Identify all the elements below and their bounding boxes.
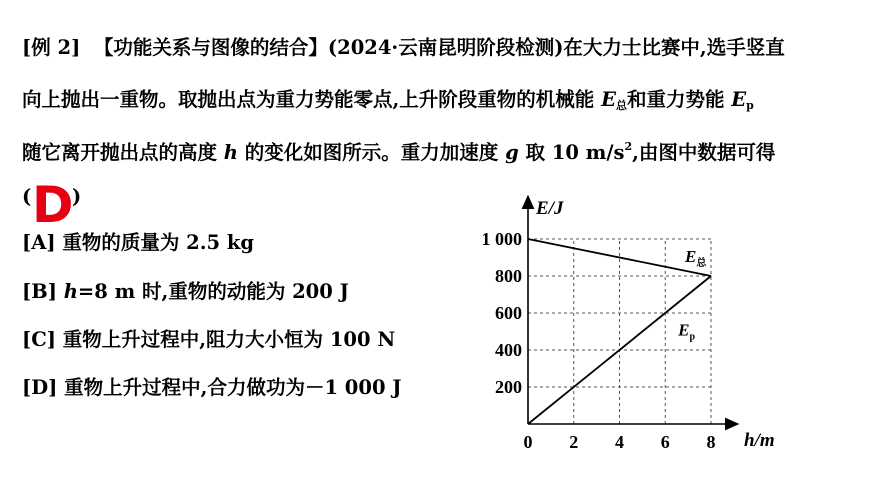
y-tick-label: 800 <box>495 266 522 286</box>
answer-close-paren: ) <box>72 185 82 208</box>
question-text-3d: ,由图中数据可得 <box>632 141 776 164</box>
option-a-text: 重物的质量为 2.5 kg <box>55 231 255 254</box>
y-tick-label: 1 000 <box>481 229 522 249</box>
x-tick-label: 8 <box>706 432 716 452</box>
series-label-ep: $E_p$ <box>678 320 696 343</box>
question-text-3b: 的变化如图所示。重力加速度 <box>237 141 506 164</box>
answer-open-paren: ( <box>22 185 32 208</box>
symbol-ep: E <box>731 88 747 111</box>
unit-exponent: 2 <box>624 140 633 153</box>
option-d-label: [D] <box>22 376 58 399</box>
y-tick-label: 600 <box>495 303 522 323</box>
option-b-label: [B] <box>22 280 57 303</box>
question-text-1: 在大力士比赛中,选手竖直 <box>563 36 785 59</box>
series-line-ep <box>528 276 711 424</box>
question-source: (2024·云南昆明阶段检测) <box>327 36 564 59</box>
symbol-g: g <box>505 141 519 164</box>
option-d-text: 重物上升过程中,合力做功为－1 000 J <box>57 376 402 399</box>
option-c-label: [C] <box>22 328 56 351</box>
option-b-text: =8 m 时,重物的动能为 200 J <box>77 280 349 303</box>
option-b-symbol-h: h <box>63 280 78 303</box>
symbol-e-total-sub: 总 <box>615 99 627 112</box>
option-c-text: 重物上升过程中,阻力大小恒为 100 N <box>55 328 396 351</box>
question-tag: [例 2] <box>22 36 81 59</box>
question-text-3c: 取 10 m/s <box>518 141 625 164</box>
y-tick-label: 400 <box>495 340 522 360</box>
y-tick-label: 200 <box>495 377 522 397</box>
series-line-e-total <box>528 239 711 276</box>
symbol-e-total: E <box>601 88 616 111</box>
option-a-label: [A] <box>22 231 56 254</box>
symbol-ep-sub: p <box>746 99 754 112</box>
question-text-2a: 向上抛出一重物。取抛出点为重力势能零点,上升阶段重物的机械能 <box>22 88 602 111</box>
x-tick-label: 4 <box>615 432 624 452</box>
x-tick-label: 0 <box>523 432 533 452</box>
series-label-e-total: $E_总$ <box>685 247 707 269</box>
question-text-3a: 随它离开抛出点的高度 <box>22 141 224 164</box>
x-axis-label: h/m <box>744 430 775 451</box>
answer-letter: D <box>32 176 74 234</box>
question-topic: 【功能关系与图像的结合】 <box>93 36 328 59</box>
x-tick-label: 2 <box>569 432 579 452</box>
question-text-2b: 和重力势能 <box>626 88 732 111</box>
x-tick-label: 6 <box>660 432 670 452</box>
symbol-h: h <box>223 141 238 164</box>
y-axis-label: E/J <box>536 198 564 219</box>
